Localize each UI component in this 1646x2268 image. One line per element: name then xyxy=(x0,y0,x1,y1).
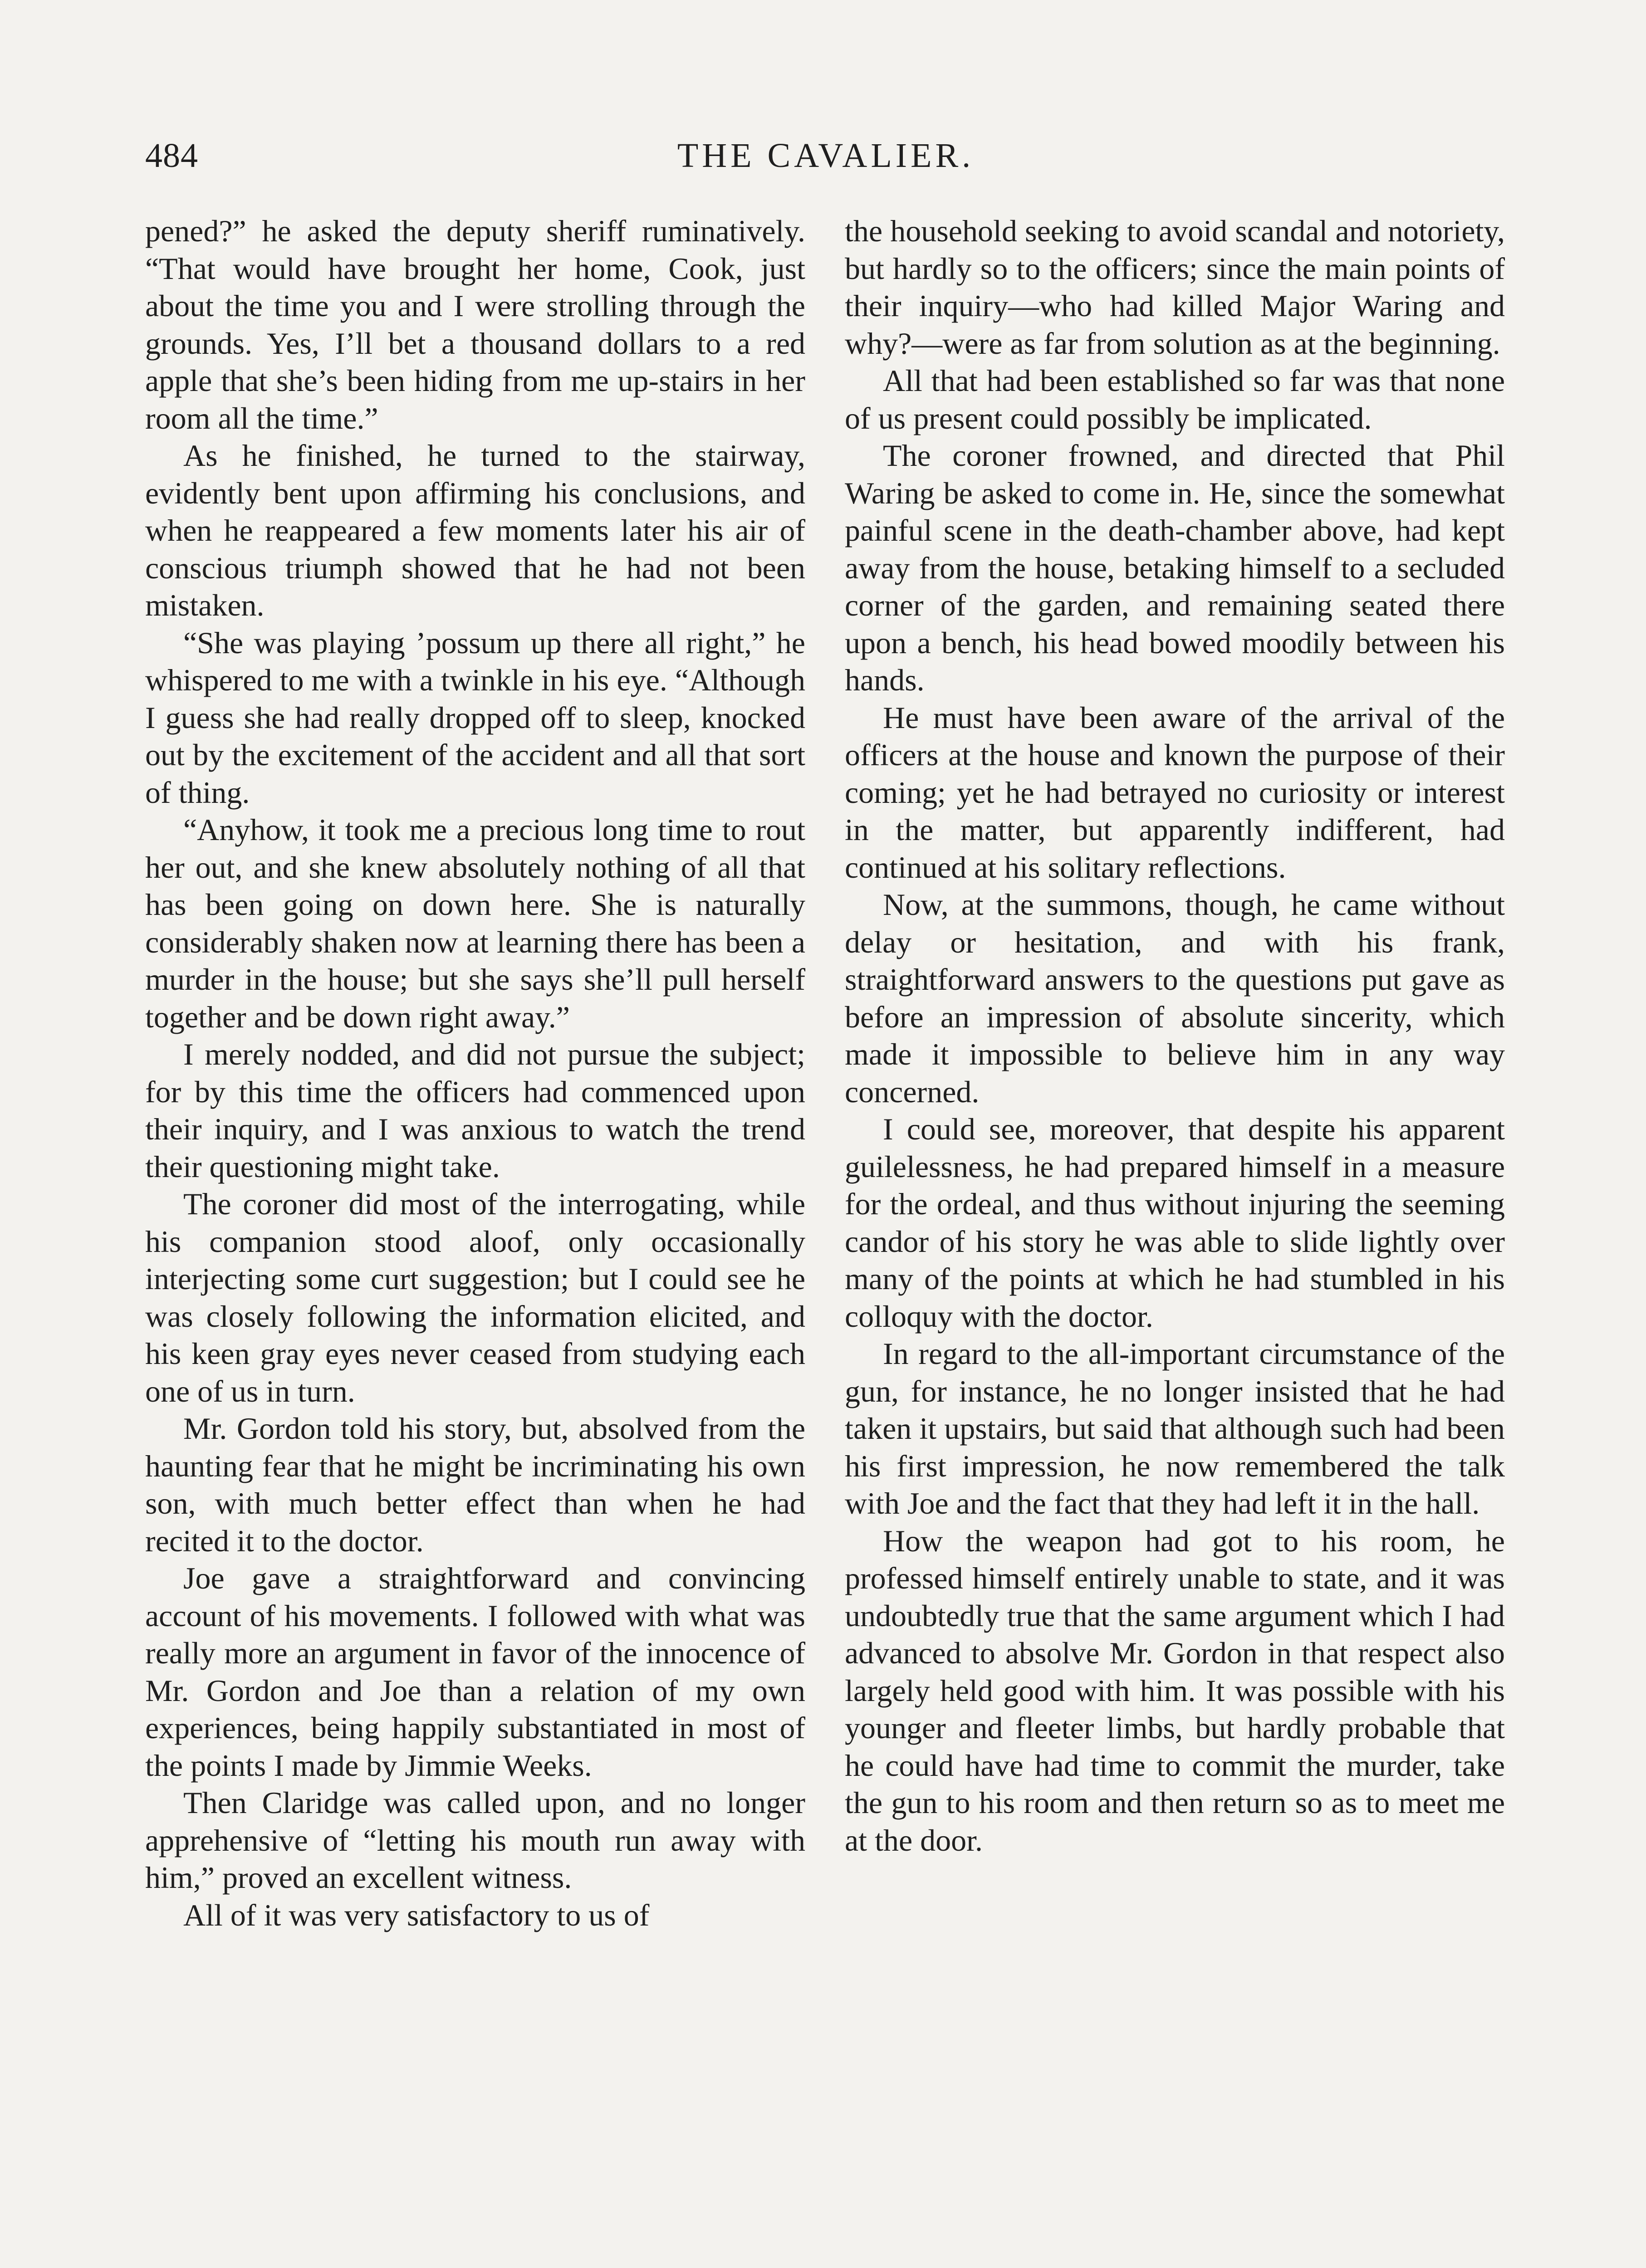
running-title: THE CAVALIER. xyxy=(677,137,975,175)
paragraph: He must have been aware of the arrival of the officers at the house and known the purpose of their coming; yet he had betrayed no curiosity or interest in the matter, but apparently indifferent, had continued at his solitary reflections. xyxy=(845,700,1505,885)
paragraph: “She was playing ’possum up there all right,” he whispered to me with a twinkle in his eye. “Although I guess she had really dropped off to sleep, knocked out by the excitement of the accident and all that sort of thing. xyxy=(145,625,805,810)
paragraph: I could see, moreover, that despite his apparent guilelessness, he had prepared himself in a measure for the ordeal, and thus without injuring the seeming candor of his story he was able to slide lightly over many of the points at which he had stumbled in his colloquy with the doctor. xyxy=(845,1112,1505,1334)
page-number: 484 xyxy=(145,137,198,175)
paragraph: How the weapon had got to his room, he professed himself entirely unable to state, and it was undoubtedly true that the same argument which I had advanced to absolve Mr. Gordon in that respect also largely held good with him. It was possible with his younger and fleeter limbs, but hardly probable that he could have had time to commit the murder, take the gun to his room and then return so as to meet me at the door. xyxy=(845,1523,1505,1857)
paragraph: All that had been established so far was that none of us present could possibly be implicated. xyxy=(845,363,1505,435)
paragraph: Joe gave a straightforward and convincing account of his movements. I followed with what was really more an argument in favor of the innocence of Mr. Gordon and Joe than a relation of my own experiences, being happily substantiated in most of the points I made by Jimmie Weeks. xyxy=(145,1561,805,1783)
paragraph: Then Claridge was called upon, and no longer apprehensive of “letting his mouth run away with him,” proved an excellent witness. xyxy=(145,1785,805,1895)
right-column xyxy=(845,212,1505,1859)
paragraph: As he finished, he turned to the stairway, evidently bent upon affirming his conclusions, and when he reappeared a few moments later his air of conscious triumph showed that he had not been mistaken. xyxy=(145,438,805,622)
paragraph: “Anyhow, it took me a precious long time to rout her out, and she knew absolutely nothing of all that has been going on down here. She is naturally considerably shaken now at learning there has been a murder in the house; but she says she’ll pull herself together and be down right away.” xyxy=(145,812,805,1034)
paragraph: The coroner did most of the interrogating, while his companion stood aloof, only occasionally interjecting some curt suggestion; but I could see he was closely following the information elicited, and his keen gray eyes never ceased from studying each one of us in turn. xyxy=(145,1187,805,1408)
page-header xyxy=(145,136,1506,186)
paragraph: Mr. Gordon told his story, but, absolved from the haunting fear that he might be incriminating his own son, with much better effect than when he had recited it to the doctor. xyxy=(145,1411,805,1558)
paragraph: pened?” he asked the deputy sheriff ruminatively. “That would have brought her home, Cook, just about the time you and I were strolling through the grounds. Yes, I’ll bet a thousand dollars to a red apple that she’s been hiding from me up-stairs in her room all the time.” xyxy=(145,214,805,435)
paragraph: I merely nodded, and did not pursue the subject; for by this time the officers had commenced upon their inquiry, and I was anxious to watch the trend their questioning might take. xyxy=(145,1037,805,1184)
left-column xyxy=(145,212,805,1934)
paragraph: In regard to the all-important circumstance of the gun, for instance, he no longer insisted that he had taken it upstairs, but said that although such had been his first impression, he now remembered the talk with Joe and the fact that they had left it in the hall. xyxy=(845,1336,1505,1520)
paragraph: The coroner frowned, and directed that Phil Waring be asked to come in. He, since the somewhat painful scene in the death-chamber above, had kept away from the house, betaking himself to a secluded corner of the garden, and remaining seated there upon a bench, his head bowed moodily between his hands. xyxy=(845,438,1505,697)
paragraph: Now, at the summons, though, he came without delay or hesitation, and with his frank, straightforward answers to the questions put gave as before an impression of absolute sincerity, which made it impossible to believe him in any way concerned. xyxy=(845,887,1505,1109)
paragraph: the household seeking to avoid scandal and notoriety, but hardly so to the officers; since the main points of their inquiry—who had killed Major Waring and why?—were as far from solution as at the beginning. xyxy=(845,214,1505,361)
paragraph: All of it was very satisfactory to us of xyxy=(183,1897,650,1932)
